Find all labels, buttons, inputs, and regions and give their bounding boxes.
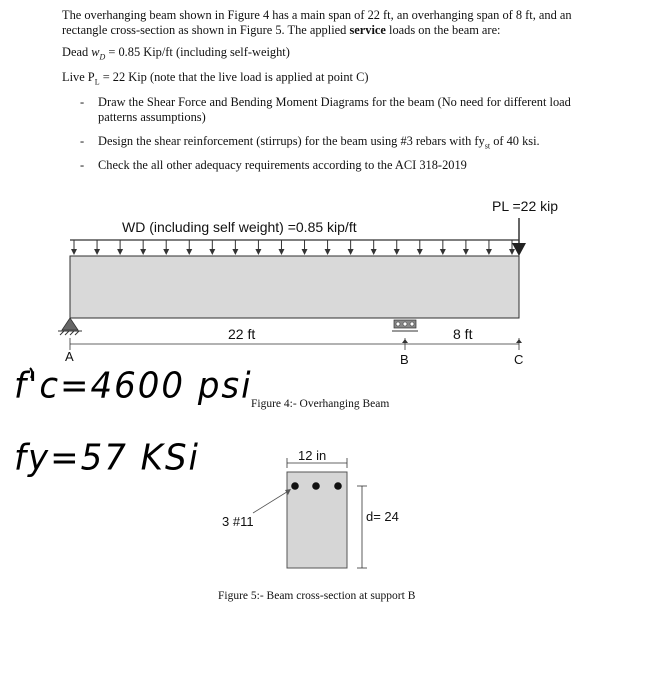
udl-arrowhead (232, 249, 238, 255)
span-label: 22 ft (228, 326, 256, 342)
udl-arrowhead (302, 249, 308, 255)
udl-arrowhead (486, 249, 492, 255)
rebar-leader (253, 490, 290, 513)
intro-text: The overhanging beam shown in Figure 4 has a main span of 22 ft, an overhanging span of 8 ft, and an rectangle cross-section as shown in Figure 5. The applied (62, 8, 572, 37)
udl-arrowhead (463, 249, 469, 255)
udl-arrowhead (325, 249, 331, 255)
udl-arrowhead (509, 249, 515, 255)
intro-tail: loads on the beam are: (389, 23, 501, 37)
udl-arrowhead (255, 249, 261, 255)
udl-arrowhead (186, 249, 192, 255)
support-a-label: A (65, 349, 74, 364)
task-1: Draw the Shear Force and Bending Moment Diagrams for the beam (No need for different load patterns assumptions) (98, 95, 571, 124)
rebar-3 (334, 482, 342, 490)
beam-body (70, 256, 519, 318)
live-sub: L (94, 77, 100, 87)
udl-label: WD (including self weight) =0.85 kip/ft (122, 219, 357, 235)
handwritten-fc: f'c=4600 psi (14, 365, 253, 407)
support-b-roller (392, 320, 418, 331)
rebar-1 (291, 482, 299, 490)
width-label: 12 in (298, 448, 327, 463)
figure5-caption: Figure 5:- Beam cross-section at support B (218, 590, 416, 602)
task-dash-3: - (80, 158, 85, 172)
udl-arrowhead (94, 249, 100, 255)
udl-arrowhead (440, 249, 446, 255)
task-dash-2: - (80, 134, 85, 148)
udl-arrowhead (117, 249, 123, 255)
udl-arrowhead (394, 249, 400, 255)
dead-sub: D (99, 52, 106, 62)
depth-label: d= 24 (366, 509, 399, 524)
dead-symbol: w (91, 45, 100, 59)
udl-arrowhead (163, 249, 169, 255)
point-load-label: PL =22 kip (492, 198, 559, 214)
rebar-2 (312, 482, 320, 490)
task-2-suffix: of 40 ksi. (490, 134, 540, 148)
task-2-sub: st (484, 141, 491, 151)
udl-arrowhead (348, 249, 354, 255)
task-2-prefix: Design the shear reinforcement (stirrups) for the beam using #3 rebars with fy (98, 134, 485, 148)
dead-rest: = 0.85 Kip/ft (including self-weight) (105, 45, 290, 59)
intro-bold: service (349, 23, 386, 37)
task-dash-1: - (80, 95, 85, 109)
udl-arrowhead (417, 249, 423, 255)
task-3: Check the all other adequacy requirements according to the ACI 318-2019 (98, 158, 467, 172)
handwritten-fy: fy=57 KSi (14, 437, 200, 479)
udl-arrowhead (140, 249, 146, 255)
support-b-label: B (400, 352, 409, 367)
udl-arrowhead (209, 249, 215, 255)
point-c-label: C (514, 352, 524, 367)
overhang-label: 8 ft (453, 326, 473, 342)
dead-prefix: Dead (62, 45, 92, 59)
rebar-label: 3 #11 (222, 514, 254, 529)
udl-arrowhead (71, 249, 77, 255)
udl-arrowhead (278, 249, 284, 255)
support-a-pin (58, 318, 82, 335)
live-rest: = 22 Kip (note that the live load is applied at point C) (99, 70, 369, 84)
udl-arrows (71, 240, 515, 255)
udl-arrowhead (371, 249, 377, 255)
live-prefix: Live P (62, 70, 95, 84)
figure4-caption: Figure 4:- Overhanging Beam (251, 398, 390, 410)
